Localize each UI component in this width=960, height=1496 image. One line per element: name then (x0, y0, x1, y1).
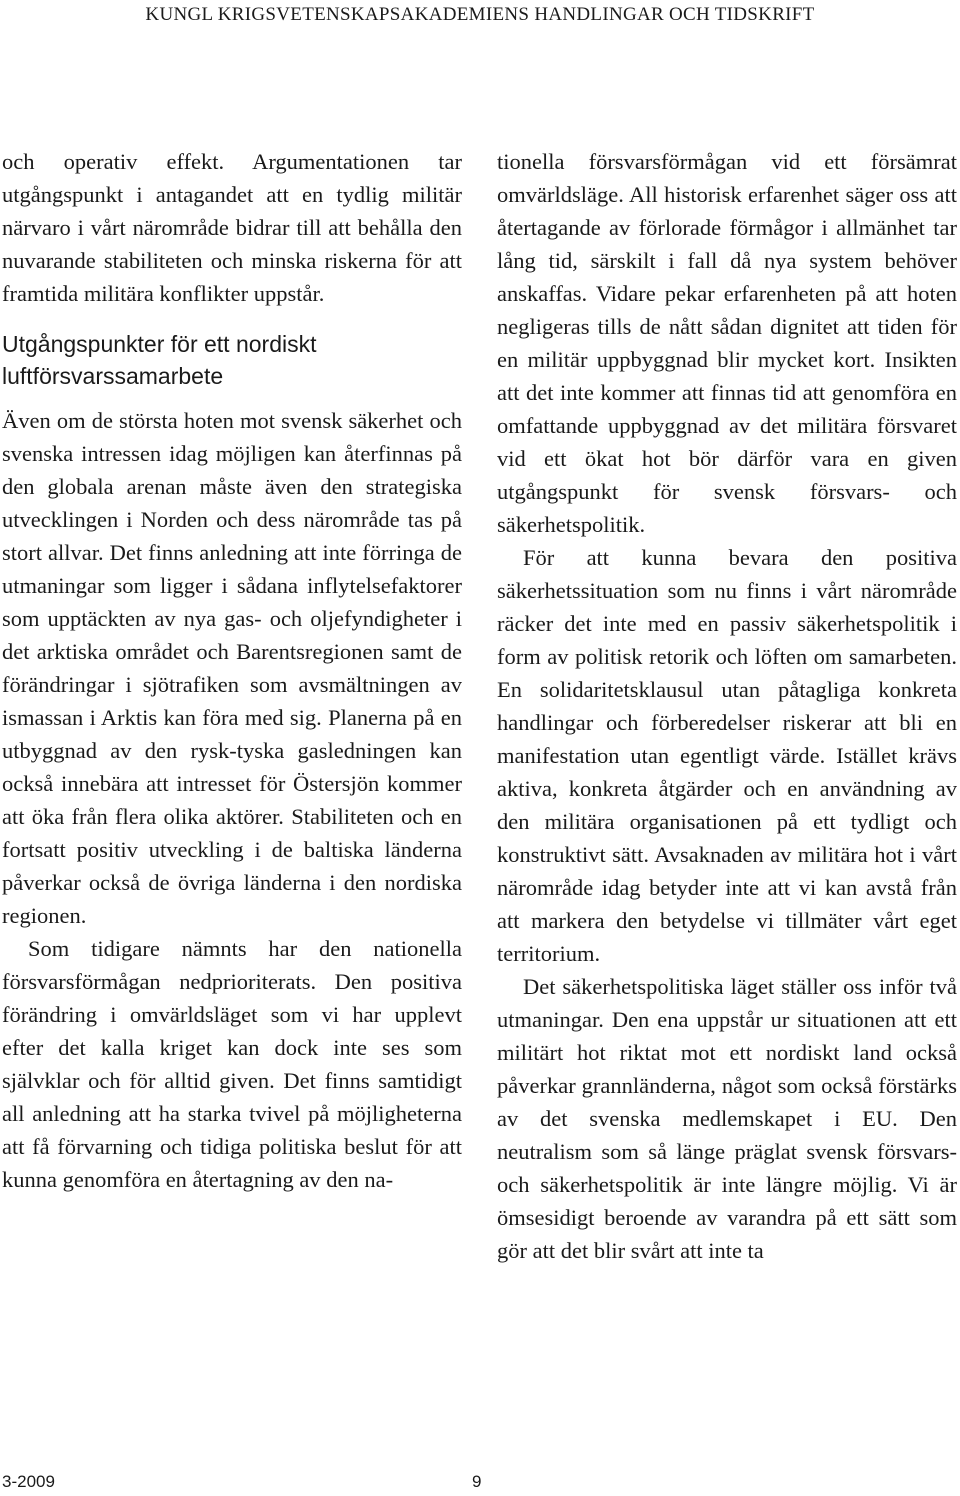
paragraph: och operativ effekt. Argumentationen tar utgångspunkt i antagandet att en tydlig militär närvaro i vårt närområde bidrar till att behålla den nuvarande stabiliteten och minska riskerna för att framtida militära konflikter uppstår. (2, 149, 462, 306)
running-header: KUNGL KRIGSVETENSKAPSAKADEMIENS HANDLINGAR OCH TIDSKRIFT (145, 4, 815, 25)
left-column (2, 145, 462, 1196)
page-number: 9 (472, 1472, 482, 1491)
paragraph: Även om de största hoten mot svensk säkerhet och svenska intressen idag möjligen kan återfinnas på den globala arenan måste även den strategiska utvecklingen i Norden och dess närområde tas på stort allvar. Det finns anledning att inte förringa de utmaningar som ligger i sådana inflytelsefaktorer som upptäckten av nya gas- och oljefyndigheter i det arktiska området och Barentsregionen samt de förändringar i sjötrafiken som avsmältningen av ismassan i Arktis kan föra med sig. Planerna på en utbyggnad av den rysk-tyska gasledningen kan också innebära att intresset för Östersjön kommer att öka från flera olika aktörer. Stabiliteten och en fortsatt positiv utveckling i de baltiska länderna påverkar också de övriga länderna i den nordiska regionen. (2, 408, 462, 928)
paragraph: tionella försvarsförmågan vid ett försämrat omvärldsläge. All historisk erfarenhet säger oss att återtagande av förlorade förmågor i allmänhet tar lång tid, särskilt i fall då nya system behöver anskaffas. Vidare pekar erfarenheten på att hoten negligeras tills de nått sådan dignitet att tiden för en militär uppbyggnad blir mycket kort. Insikten att det inte kommer att finnas tid att genomföra en omfattande uppbyggnad av det militära försvaret vid ett ökat hot bör därför vara en given utgångspunkt för svensk försvars- och säkerhetspolitik. (497, 149, 957, 537)
right-column (497, 145, 957, 1267)
section-heading: Utgångspunkter för ett nordiskt luftförsvarssamarbete (2, 331, 317, 389)
issue-label: 3-2009 (2, 1472, 55, 1491)
paragraph: Som tidigare nämnts har den nationella försvarsförmågan nedprioriterats. Den positiva förändring i omvärldsläget som vi har upplevt efter det kalla kriget kan dock inte ses som självklar och för alltid given. Det finns samtidigt all anledning att ha starka tvivel på möjligheterna att få förvarning och tidiga politiska beslut för att kunna genomföra en återtagning av den na- (2, 936, 462, 1192)
paragraph: För att kunna bevara den positiva säkerhetssituation som nu finns i vårt närområde räcker det inte med en passiv säkerhetspolitik i form av politisk retorik och löften om samarbeten. En solidaritetsklausul utan påtagliga konkreta handlingar och förberedelser riskerar att bli en manifestation utan egentligt värde. Istället krävs aktiva, konkreta åtgärder och en användning av den militära organisationen på ett tydligt och konstruktivt sätt. Avsaknaden av militära hot i vårt närområde idag betyder inte att vi kan avstå från att markera den betydelse vi tillmäter vårt eget territorium. (497, 545, 957, 966)
paragraph: Det säkerhetspolitiska läget ställer oss inför två utmaningar. Den ena uppstår ur situationen att ett militärt hot riktat mot ett nordiskt land också påverkar grannländerna, något som också förstärks av det svenska medlemskapet i EU. Den neutralism som så länge präglat svensk försvars- och säkerhetspolitik är inte längre möjlig. Vi är ömsesidigt beroende av varandra på ett sätt som gör att det blir svårt att inte ta (497, 974, 957, 1263)
